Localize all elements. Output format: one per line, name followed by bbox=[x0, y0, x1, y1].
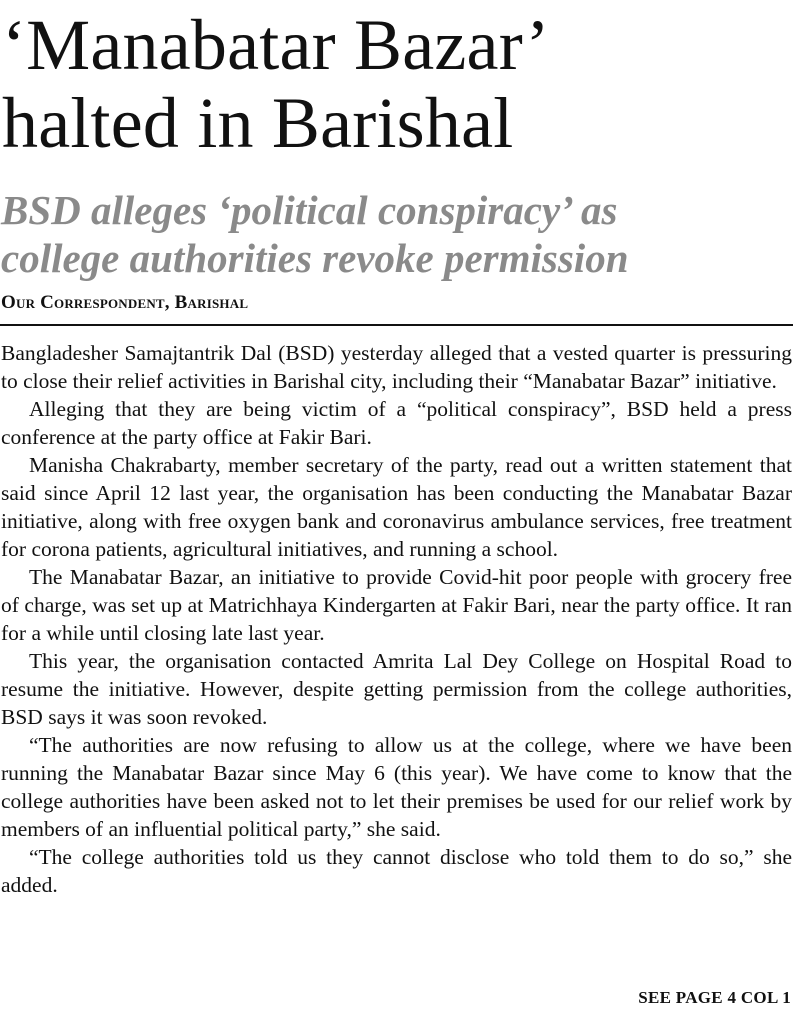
continuation-jump-line: SEE PAGE 4 COL 1 bbox=[638, 988, 791, 1007]
headline-line-2: halted in Barishal bbox=[2, 83, 514, 163]
subheadline bbox=[1, 186, 791, 282]
article-paragraph: Bangladesher Samajtantrik Dal (BSD) yesterday alleged that a vested quarter is pressuring to close their relief activities in Barishal city, including their “Manabatar Bazar” initiative. bbox=[1, 341, 792, 393]
article-paragraph: This year, the organisation contacted Amrita Lal Dey College on Hospital Road to resume the initiative. However, despite getting permission from the college authorities, BSD says it was soon revoked. bbox=[1, 649, 792, 729]
article-paragraph: “The college authorities told us they cannot disclose who told them to do so,” she added. bbox=[1, 845, 792, 897]
article-body bbox=[1, 339, 792, 899]
headline bbox=[2, 6, 792, 162]
article-paragraph: The Manabatar Bazar, an initiative to provide Covid-hit poor people with grocery free of charge, was set up at Matrichhaya Kindergarten at Fakir Bari, near the party office. It ran for a while until closing late last year. bbox=[1, 565, 792, 645]
article-paragraph: “The authorities are now refusing to allow us at the college, where we have been running the Manabatar Bazar since May 6 (this year). We have come to know that the college authorities have been asked not to let their premises be used for our relief work by members of an influential political party,” she said. bbox=[1, 733, 792, 841]
article-paragraph: Manisha Chakrabarty, member secretary of the party, read out a written statement that said since April 12 last year, the organisation has been conducting the Manabatar Bazar initiative, along with free oxygen bank and coronavirus ambulance services, free treatment for corona patients, agricultural initiatives, and running a school. bbox=[1, 453, 792, 561]
byline-divider bbox=[0, 324, 793, 326]
subheadline-line-2: college authorities revoke permission bbox=[1, 235, 629, 281]
article-paragraph: Alleging that they are being victim of a “political conspiracy”, BSD held a press conference at the party office at Fakir Bari. bbox=[1, 397, 792, 449]
headline-line-1: ‘Manabatar Bazar’ bbox=[2, 5, 550, 85]
subheadline-line-1: BSD alleges ‘political conspiracy’ as bbox=[1, 187, 618, 233]
byline: Our Correspondent, Barishal bbox=[1, 292, 249, 313]
